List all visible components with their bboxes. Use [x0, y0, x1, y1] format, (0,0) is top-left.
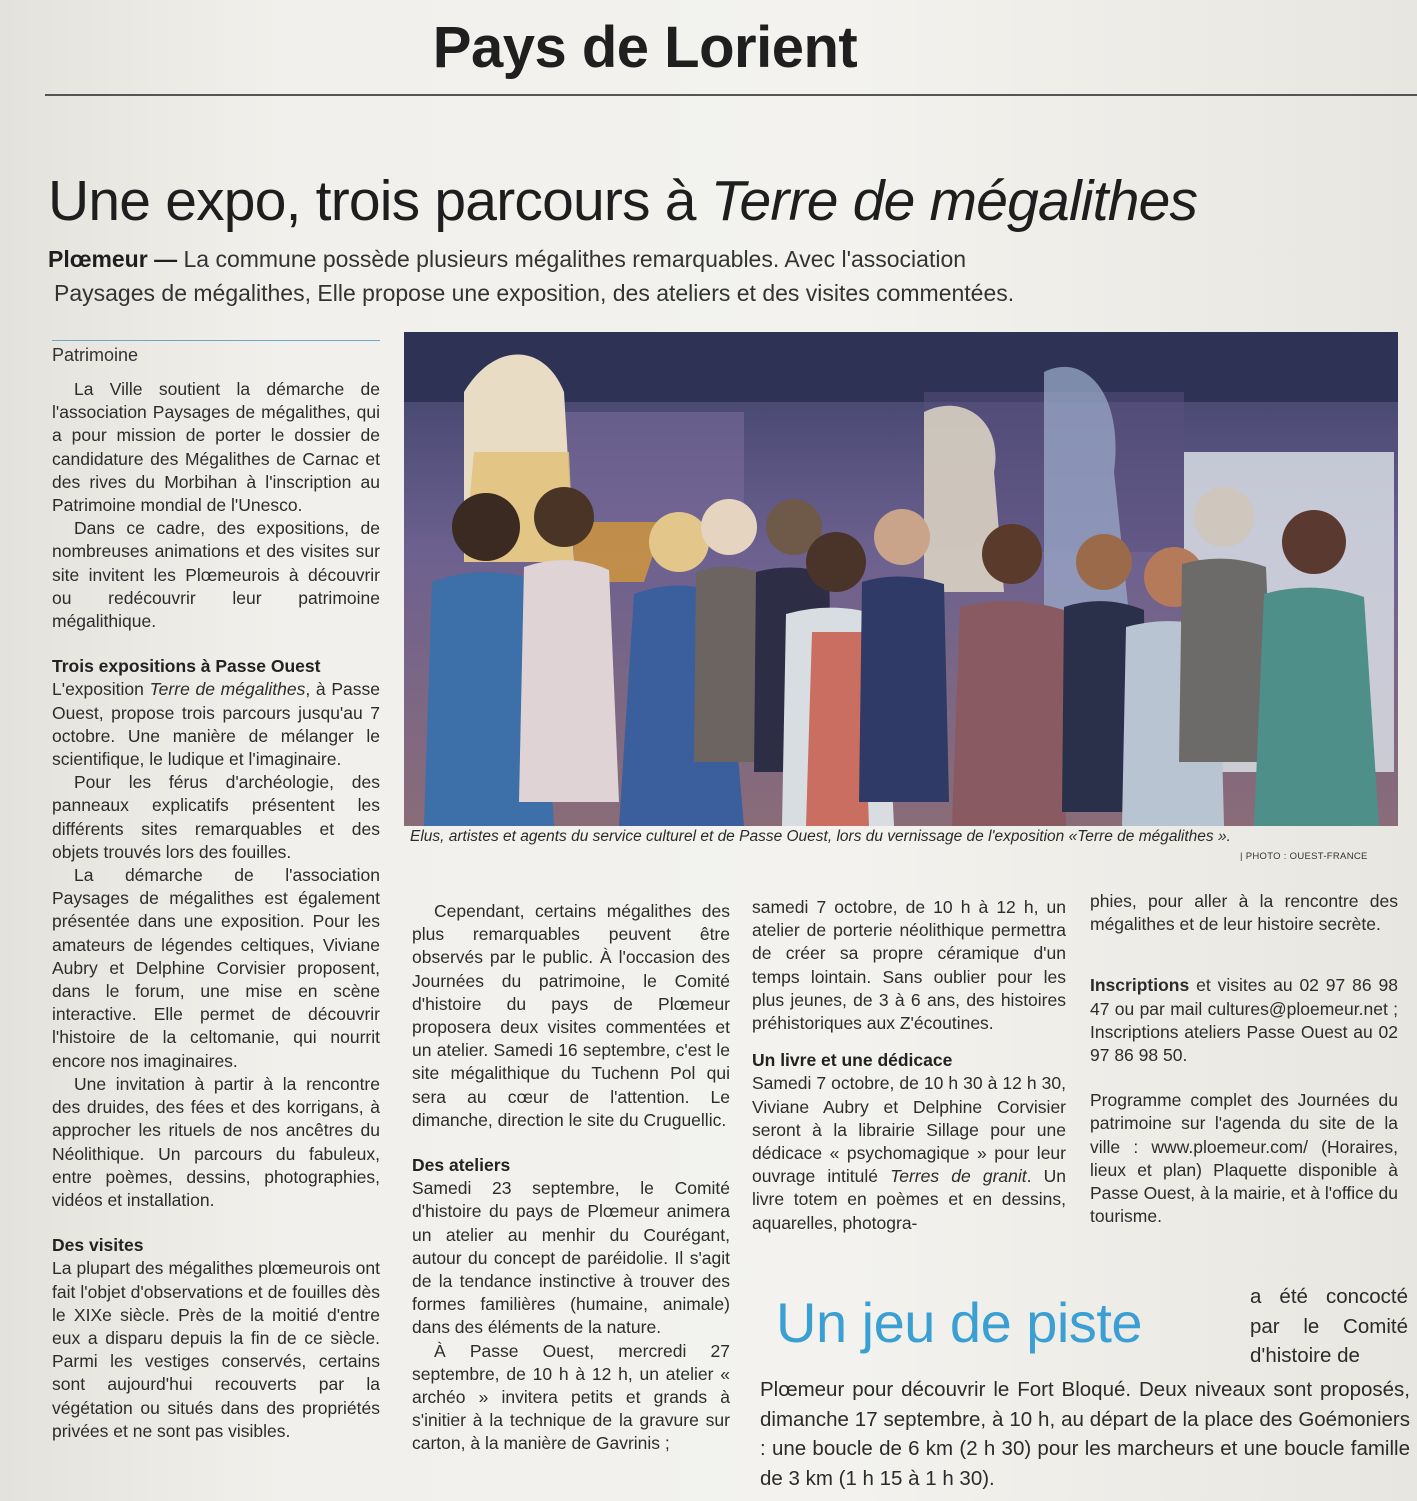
headline [48, 168, 1408, 234]
column-4 [1090, 890, 1398, 1228]
rubric-rule [52, 340, 380, 341]
section-title: Pays de Lorient [432, 15, 858, 80]
col1-p3-italic: Terre de mégalithes [149, 679, 306, 700]
col1-heading-visites: Des visites [52, 1235, 144, 1256]
col1-p6: Une invitation à partir à la rencontre des druides, des fées et des korrigans, à approcher les rituels de nos ancêtres du Néolithique. Un parcours du fabuleux, entre poèmes, dessins, photographies, vidéos et installation. [52, 1073, 380, 1210]
chapo [48, 242, 1378, 310]
headline-main: Une expo, trois parcours à [48, 169, 711, 233]
vernissage-photo [404, 332, 1398, 826]
headline-italic: Terre de mégalithes [710, 169, 1198, 233]
col2-p3: À Passe Ouest, mercredi 27 septembre, de 10 h à 12 h, un atelier « archéo » invitera petits et grands à s'initier à la technique de la gravure sur carton, à la manière de Gavrinis ; [412, 1340, 730, 1454]
col2-heading-ateliers: Des ateliers [412, 1155, 511, 1176]
photo-caption: Elus, artistes et agents du service culturel et de Passe Ouest, lors du vernissage de l'exposition «Terre de mégalithes ». [410, 828, 1231, 845]
col4-inscriptions-label: Inscriptions [1090, 975, 1190, 996]
photo-credit: | PHOTO : OUEST-FRANCE [1240, 851, 1368, 862]
col3-p2-italic: Terres de granit [890, 1166, 1027, 1187]
col4-p2: et visites au 02 97 86 98 47 ou par mail cultures@ploemeur.net ; Inscriptions ateliers Passe Ouest au 02 97 86 98 50. [1090, 975, 1398, 1066]
rubric: Patrimoine [52, 345, 139, 365]
col1-p3-a: L'exposition [52, 679, 150, 700]
chapo-line2: Paysages de mégalithes, Elle propose une exposition, des ateliers et des visites commentées. [54, 280, 1015, 306]
column-3 [752, 896, 1066, 1235]
col3-heading-livre: Un livre et une dédicace [752, 1050, 953, 1071]
col1-p2: Dans ce cadre, des expositions, de nombreuses animations et des visites sur site invitent les Plœmeurois à découvrir ou redécouvrir leur patrimoine mégalithique. [52, 518, 380, 632]
col3-p2-b: . Un livre totem en poèmes et en dessins, aquarelles, photogra- [752, 1166, 1066, 1233]
col1-heading-expositions: Trois expositions à Passe Ouest [52, 656, 321, 677]
col2-p2: Samedi 23 septembre, le Comité d'histoire du pays de Plœmeur animera un atelier au menhir du Courégant, autour du concept de paréidolie. Il s'agit de la tendance instinctive à trouver des formes familières (humaine, animale) dans des éléments de la nature. [412, 1178, 730, 1338]
col1-p7: La plupart des mégalithes plœmeurois ont fait l'objet d'observations et de fouilles dès le XIXe siècle. Près de la moitié d'entre eux a disparu depuis la fin de ce siècle. Parmi les vestiges conservés, certains sont aujourd'hui recouverts par la végétation ou situés dans des propriétés privées et ne sont pas visibles. [52, 1258, 380, 1441]
jeu-de-piste-side-text: a été concocté par le Comité d'histoire de [1250, 1285, 1408, 1367]
jeu-de-piste-title: Un jeu de piste [776, 1291, 1143, 1354]
jeu-de-piste-body: Plœmeur pour découvrir le Fort Bloqué. Deux niveaux sont proposés, dimanche 17 septembre, à 10 h, au départ de la place des Goémoniers : une boucle de 6 km (2 h 30) pour les marcheurs et une boucle famille de 3 km (1 h 15 à 1 h 30). [760, 1378, 1410, 1490]
col4-p3: Programme complet des Journées du patrimoine sur l'agenda du site de la ville : www.ploemeur.com/ (Horaires, lieux et plan) Plaquette disponible à Passe Ouest, à la mairie, et à l'office du tourisme. [1090, 1090, 1398, 1227]
group-photo-illustration [404, 332, 1398, 826]
col1-p5: La démarche de l'association Paysages de mégalithes est également présentée dans une exposition. Pour les amateurs de légendes celtiques, Viviane Aubry et Delphine Corvisier proposent, dans le forum, une mise en scène interactive. Elle permet de découvrir l'histoire de la celtomanie, qui nourrit encore nos imaginaires. [52, 865, 380, 1071]
col4-p1: phies, pour aller à la rencontre des mégalithes et de leur histoire secrète. [1090, 891, 1398, 935]
col1-p1: La Ville soutient la démarche de l'association Paysages de mégalithes, qui a pour mission de porter le dossier de candidature des Mégalithes de Carnac et des rives du Morbihan à l'inscription au Patrimoine mondial de l'Unesco. [52, 379, 380, 516]
col3-p1: samedi 7 octobre, de 10 h à 12 h, un atelier de porterie néolithique permettra de créer sa propre céramique d'un temps lointain. Sans oublier pour les plus jeunes, de 3 à 6 ans, des histoires préhistoriques aux Z'écoutines. [752, 897, 1066, 1034]
chapo-line1: La commune possède plusieurs mégalithes remarquables. Avec l'association [177, 246, 967, 272]
column-1 [52, 378, 380, 1443]
col2-p1: Cependant, certains mégalithes des plus remarquables peuvent être observés par le public. À l'occasion des Journées du patrimoine, le Comité d'histoire du pays de Plœmeur proposera deux visites commentées et un atelier. Samedi 16 septembre, c'est le site mégalithique du Tuchenn Pol qui sera au cœur de l'attention. Le dimanche, direction le site du Cruguellic. [412, 901, 730, 1130]
col1-p4: Pour les férus d'archéologie, des panneaux explicatifs présentent les différents sites remarquables et des objets trouvés lors des fouilles. [52, 772, 380, 862]
col3-p2-a: Samedi 7 octobre, de 10 h 30 à 12 h 30, Viviane Aubry et Delphine Corvisier seront à la librairie Sillage pour une dédicace « psychomagique » pour leur ouvrage intitulé [752, 1073, 1066, 1187]
col1-p3-b: , à Passe Ouest, propose trois parcours jusqu'au 7 octobre. Une manière de mélanger le scientifique, le ludique et l'imaginaire. [52, 679, 380, 770]
column-2 [412, 900, 730, 1456]
top-rule [45, 94, 1417, 96]
chapo-place: Plœmeur — [48, 246, 178, 272]
